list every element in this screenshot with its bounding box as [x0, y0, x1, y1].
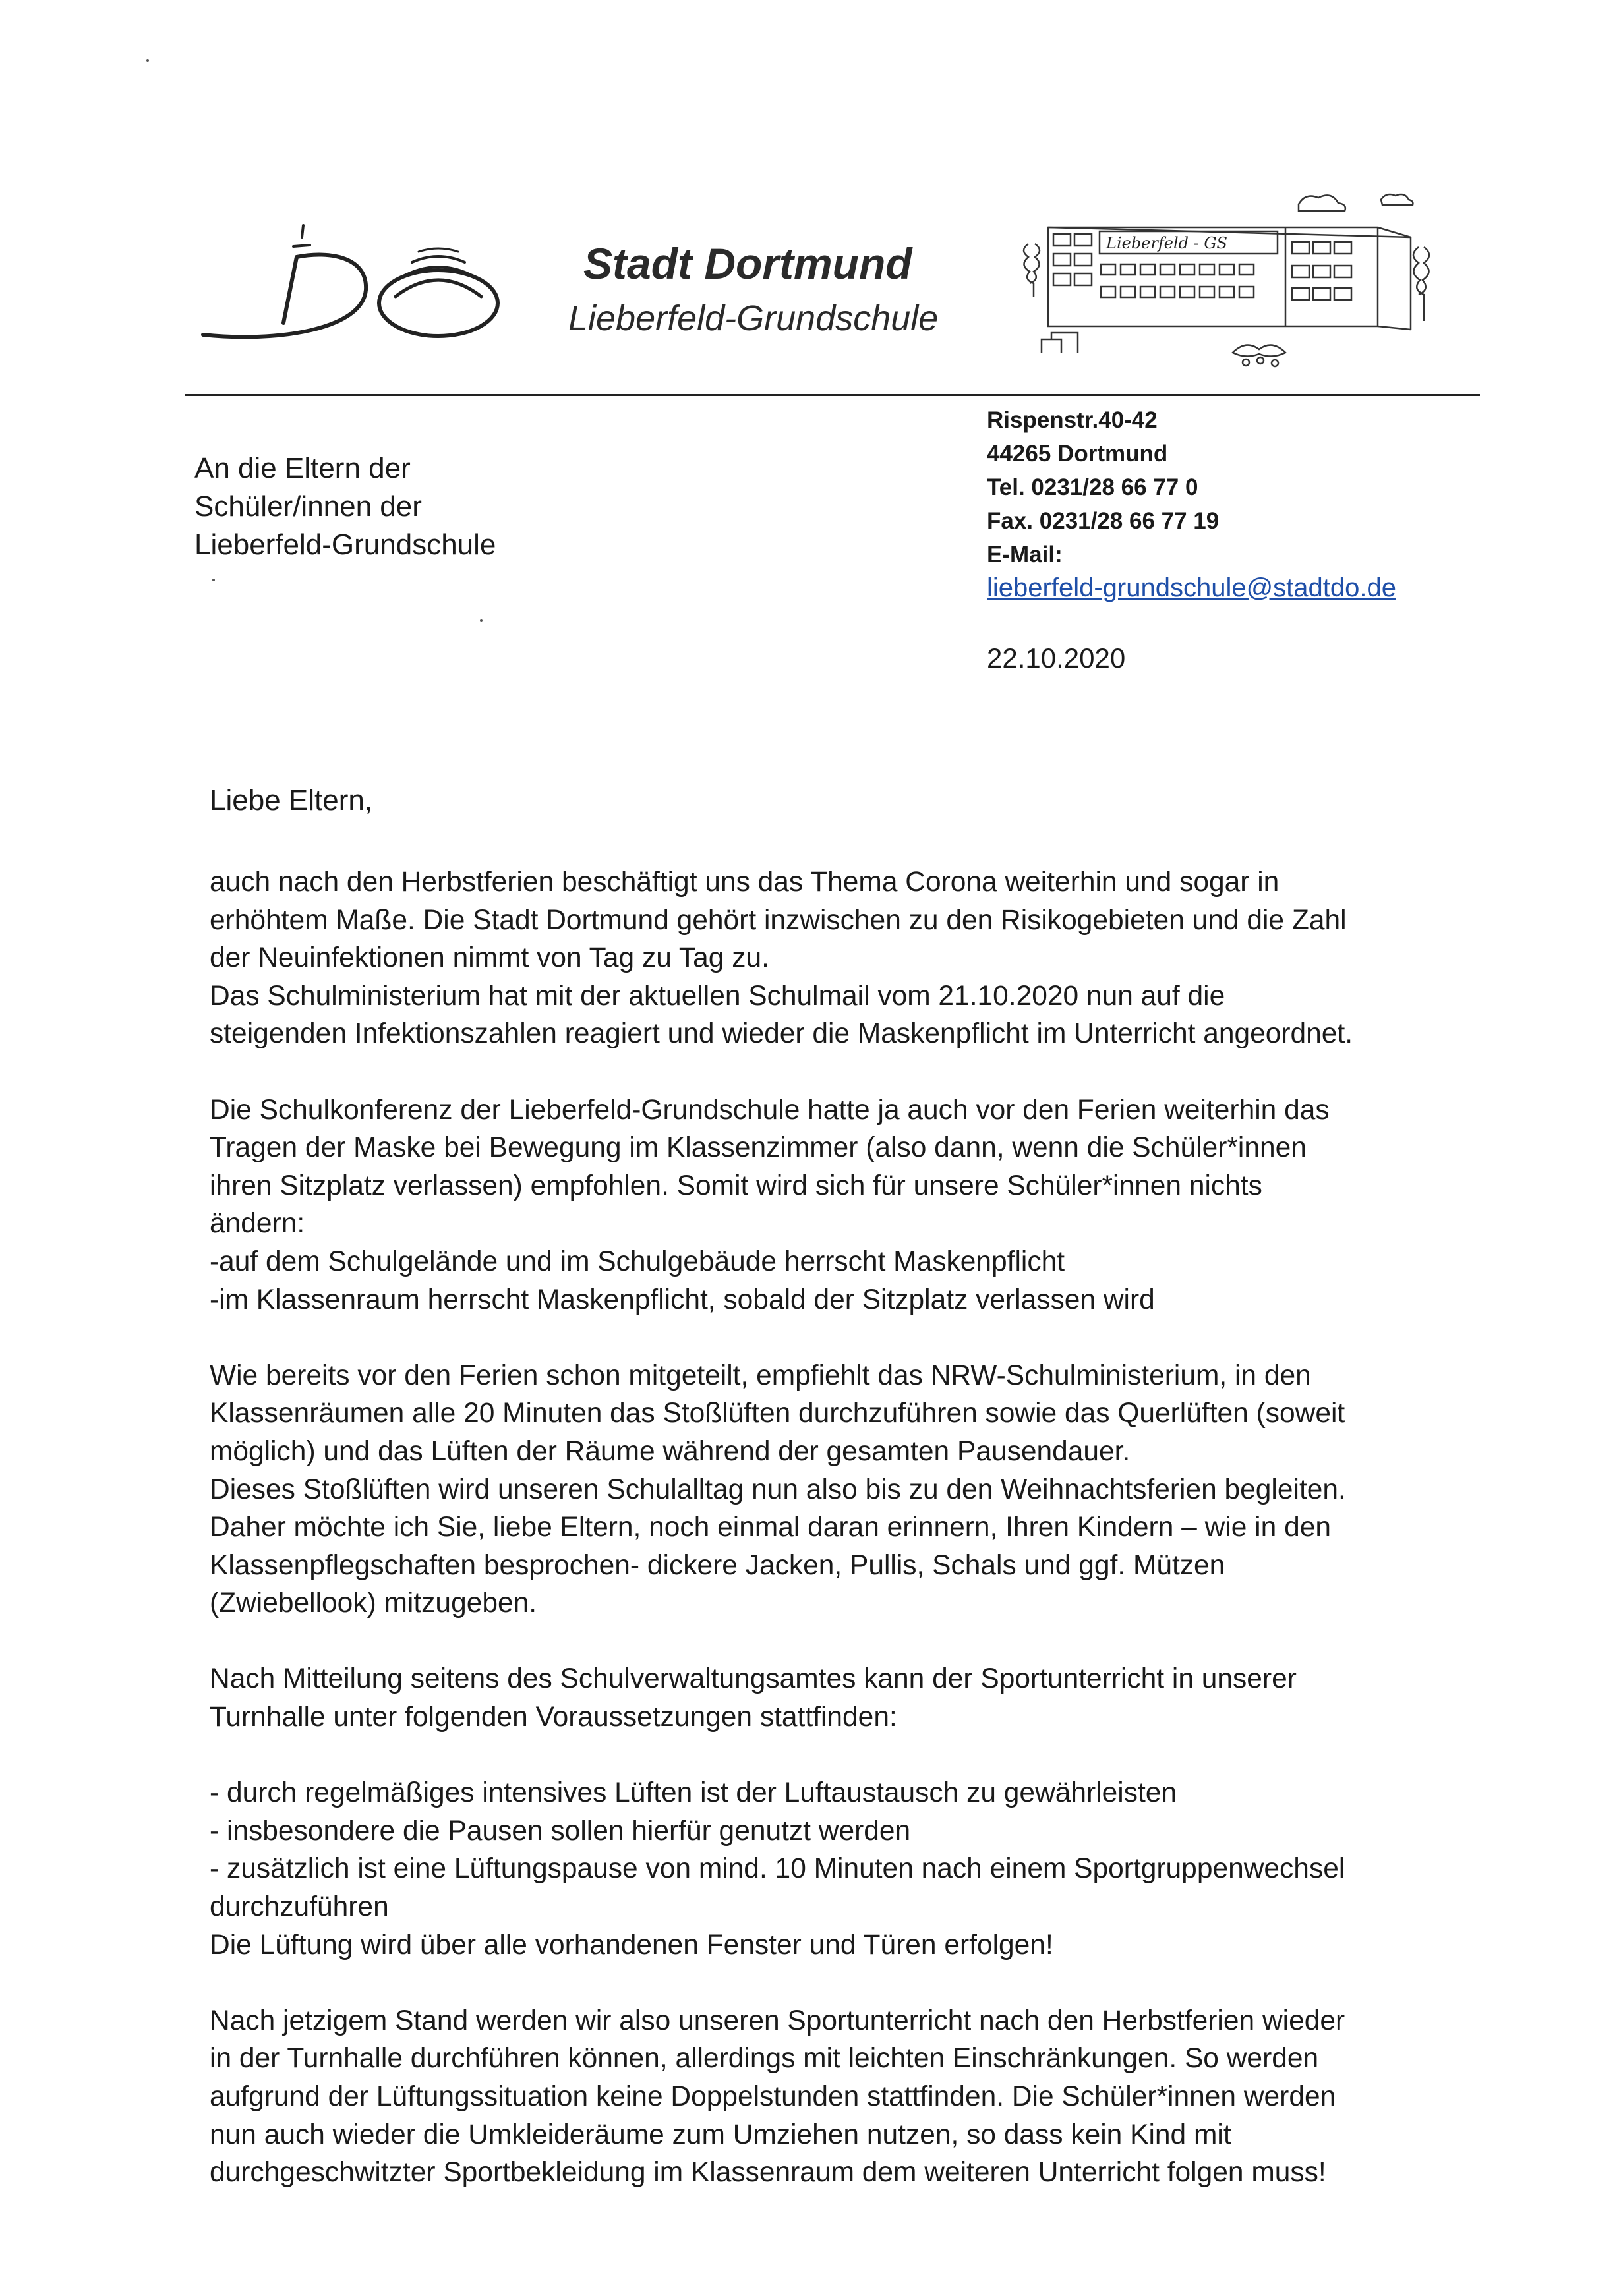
paragraph-line: Die Schulkonferenz der Lieberfeld-Grundschule hatte ja auch vor den Ferien weiterhin das — [210, 1094, 1330, 1126]
paragraph — [210, 1774, 1462, 1964]
paragraph-line: steigenden Infektionszahlen reagiert und wieder die Maskenpflicht im Unterricht angeordnet. — [210, 1018, 1353, 1050]
paragraph-line: durchgeschwitzter Sportbekleidung im Klassenraum dem weiteren Unterricht folgen muss! — [210, 2157, 1326, 2189]
contact-phone: Tel. 0231/28 66 77 0 — [987, 474, 1198, 500]
org-name: Stadt Dortmund — [583, 239, 912, 288]
header-divider — [185, 394, 1480, 396]
paragraph-line: erhöhtem Maße. Die Stadt Dortmund gehört inzwischen zu den Risikogebieten und die Zahl — [210, 904, 1347, 936]
paragraph-line: auch nach den Herbstferien beschäftigt uns das Thema Corona weiterhin und sogar in — [210, 867, 1280, 898]
contact-email-label: E-Mail: — [987, 542, 1063, 567]
paragraph-line: Klassenpflegschaften besprochen- dickere Jacken, Pullis, Schals und ggf. Mützen — [210, 1549, 1225, 1581]
school-name: Lieberfeld-Grundschule — [568, 299, 939, 338]
paragraph-line: - zusätzlich ist eine Lüftungspause von mind. 10 Minuten nach einem Sportgruppenwechsel — [210, 1853, 1345, 1885]
school-building-sketch — [1015, 188, 1437, 379]
paragraph-line: - insbesondere die Pausen sollen hierfür genutzt werden — [210, 1815, 911, 1847]
paragraph-line: -auf dem Schulgelände und im Schulgebäude herrscht Maskenpflicht — [210, 1246, 1065, 1277]
addressee-block — [194, 449, 496, 564]
paragraph-line: Nach Mitteilung seitens des Schulverwaltungsamtes kann der Sportunterricht in unserer — [210, 1663, 1297, 1695]
paragraph-line: Dieses Stoßlüften wird unseren Schulalltag nun also bis zu den Weihnachtsferien begleiten. — [210, 1474, 1346, 1505]
paragraph-line: Die Lüftung wird über alle vorhandenen Fenster und Türen erfolgen! — [210, 1929, 1053, 1961]
paragraph-line: in der Turnhalle durchführen können, allerdings mit leichten Einschränkungen. So werden — [210, 2043, 1319, 2075]
letter-date: 22.10.2020 — [987, 643, 1126, 674]
paragraph-line: ändern: — [210, 1208, 305, 1240]
city-logo — [198, 217, 527, 349]
paragraph-line: Daher möchte ich Sie, liebe Eltern, noch einmal daran erinnern, Ihren Kindern – wie in den — [210, 1512, 1331, 1543]
paragraph-line: - durch regelmäßiges intensives Lüften ist der Luftaustausch zu gewährleisten — [210, 1777, 1177, 1809]
paragraph-line: Turnhalle unter folgenden Voraussetzungen stattfinden: — [210, 1702, 897, 1733]
contact-street: Rispenstr.40-42 — [987, 407, 1158, 433]
paragraph-line: Wie bereits vor den Ferien schon mitgeteilt, empfiehlt das NRW-Schulministerium, in den — [210, 1360, 1311, 1391]
addressee-line: Schüler/innen der — [194, 490, 422, 523]
addressee-line: Lieberfeld-Grundschule — [194, 529, 496, 561]
letter-body — [210, 863, 1462, 2229]
paragraph-line: Klassenräumen alle 20 Minuten das Stoßlüften durchzuführen sowie das Querlüften (soweit — [210, 1398, 1345, 1429]
paragraph — [210, 2002, 1462, 2192]
paragraph-line: Nach jetzigem Stand werden wir also unseren Sportunterricht nach den Herbstferien wieder — [210, 2005, 1345, 2036]
salutation: Liebe Eltern, — [210, 784, 373, 817]
paragraph-line: (Zwiebellook) mitzugeben. — [210, 1588, 537, 1619]
paragraph-line: Das Schulministerium hat mit der aktuellen Schulmail vom 21.10.2020 nun auf die — [210, 980, 1225, 1012]
paragraph-line: -im Klassenraum herrscht Maskenpflicht, sobald der Sitzplatz verlassen wird — [210, 1284, 1155, 1315]
paragraph-line: Tragen der Maske bei Bewegung im Klassenzimmer (also dann, wenn die Schüler*innen — [210, 1132, 1307, 1164]
paragraph-line: möglich) und das Lüften der Räume während der gesamten Pausendauer. — [210, 1435, 1131, 1467]
paragraph — [210, 863, 1462, 1053]
paragraph-line: ihren Sitzplatz verlassen) empfohlen. Somit wird sich für unsere Schüler*innen nichts — [210, 1170, 1262, 1201]
paragraph-line: der Neuinfektionen nimmt von Tag zu Tag zu. — [210, 942, 769, 974]
paragraph-line: aufgrund der Lüftungssituation keine Doppelstunden stattfinden. Die Schüler*innen werden — [210, 2081, 1336, 2112]
contact-email-link[interactable]: lieberfeld-grundschule@stadtdo.de — [987, 573, 1396, 602]
contact-block — [987, 403, 1396, 606]
contact-fax: Fax. 0231/28 66 77 19 — [987, 508, 1220, 534]
paragraph — [210, 1660, 1462, 1736]
paragraph-line: durchzuführen — [210, 1891, 389, 1923]
paragraph-line: nun auch wieder die Umkleideräume zum Umziehen nutzen, so dass kein Kind mit — [210, 2119, 1231, 2150]
addressee-line: An die Eltern der — [194, 452, 411, 484]
paragraph — [210, 1357, 1462, 1622]
contact-city: 44265 Dortmund — [987, 441, 1168, 467]
building-sign: Lieberfeld - GS — [1106, 234, 1227, 252]
paragraph — [210, 1091, 1462, 1319]
